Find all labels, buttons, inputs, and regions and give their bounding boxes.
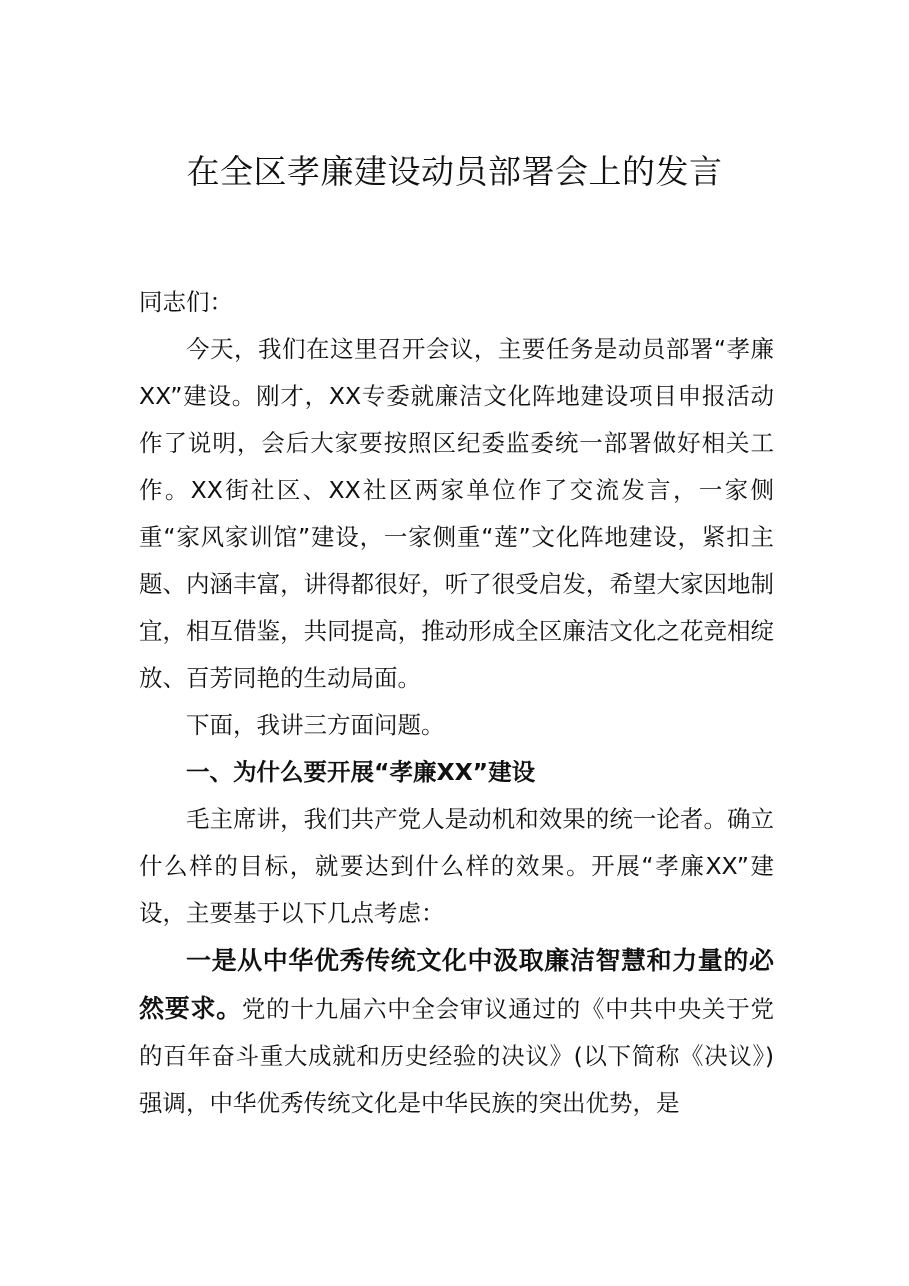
paragraph-point-one [139,937,774,1127]
point-text: 党的十九届六中全会审议通过的《中共中央关于党的百年奋斗重大成就和历史经验的决议》(以下简称《决议》)强调，中华优秀传统文化是中华民族的突出优势，是 [139,995,774,1117]
document-title: 在全区孝廉建设动员部署会上的发言 [186,152,723,191]
document-body [139,279,774,1127]
paragraph-opening: 今天，我们在这里召开会议，主要任务是动员部署“孝廉XX”建设。刚才，XX专委就廉洁文化阵地建设项目申报活动作了说明，会后大家要按照区纪委监委统一部署做好相关工作。XX街社区、XX社区两家单位作了交流发言，一家侧重“家风家训馆”建设，一家侧重“莲”文化阵地建设，紧扣主题、内涵丰富，讲得都很好，听了很受启发，希望大家因地制宜，相互借鉴，共同提高，推动形成全区廉洁文化之花竞相绽放、百芳同艳的生动局面。 [139,335,774,692]
section-heading: 一、为什么要开展“孝廉XX”建设 [186,758,536,786]
salutation: 同志们： [139,288,233,316]
paragraph-section-intro: 毛主席讲，我们共产党人是动机和效果的统一论者。确立什么样的目标，就要达到什么样的效果。开展“孝廉XX”建设，主要基于以下几点考虑： [139,805,774,927]
point-lead: 一是从中华优秀传统文化中汲取廉洁智慧和力量的必然要求。 [139,946,774,1023]
paragraph-outline: 下面，我讲三方面问题。 [186,711,445,739]
